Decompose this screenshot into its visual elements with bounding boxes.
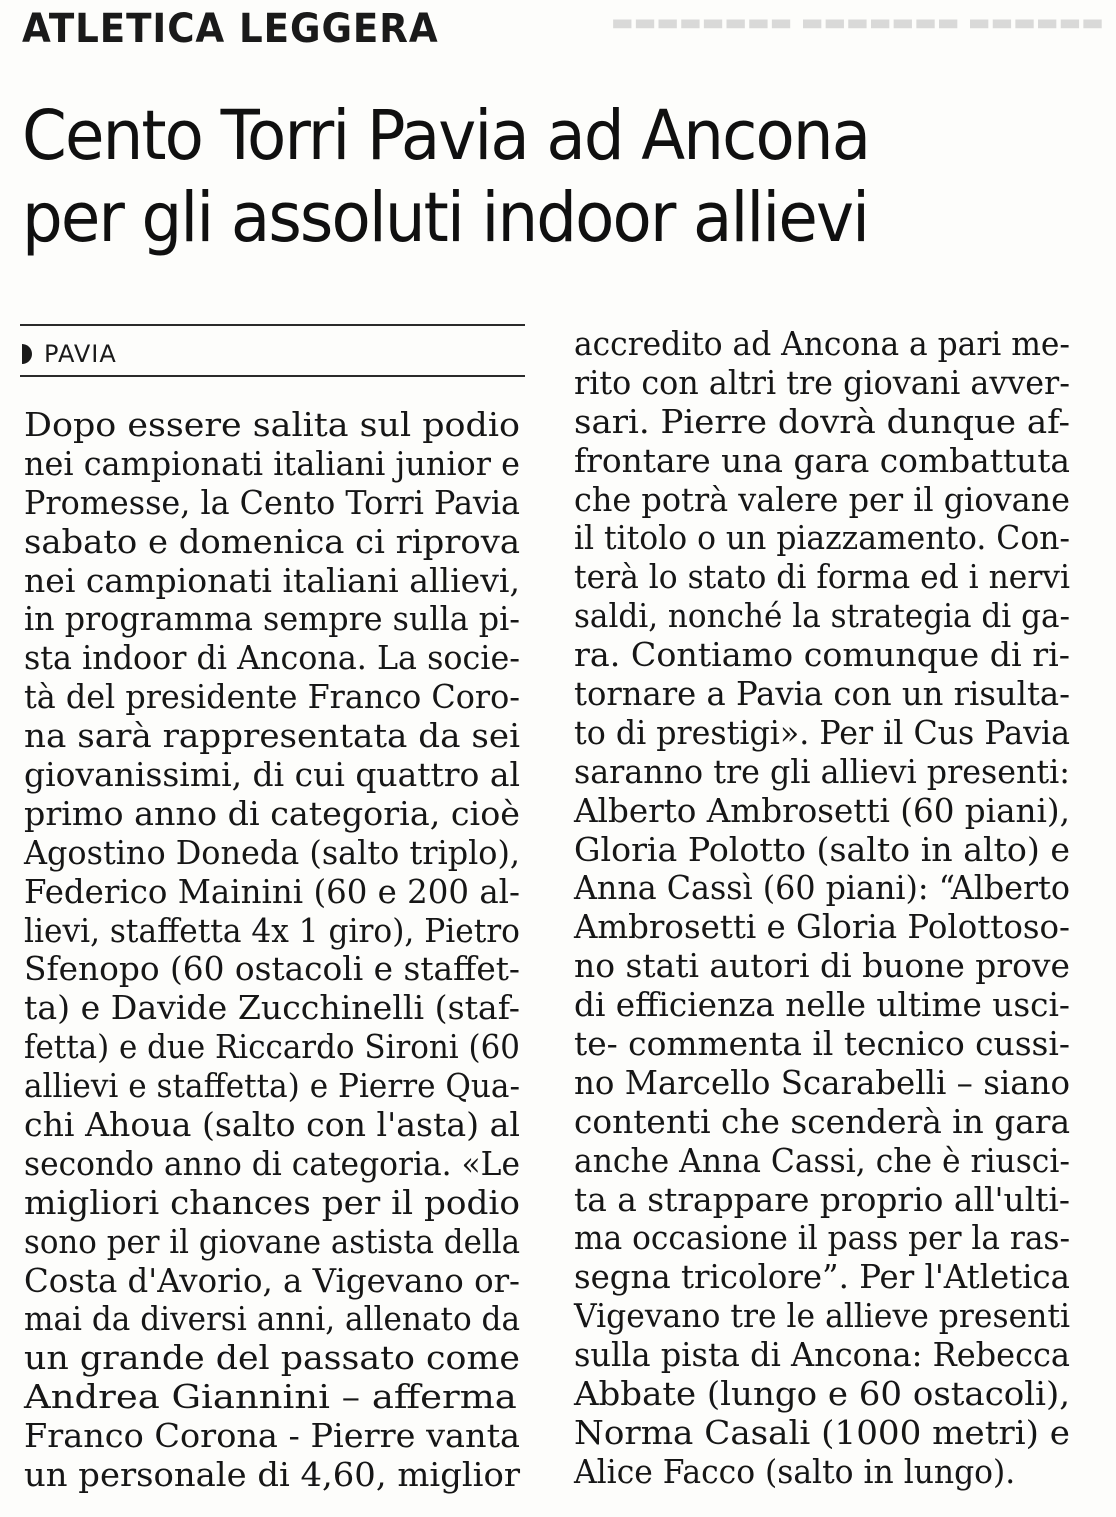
left-column-line: nei campionati italiani junior e (24, 443, 520, 483)
dateline-bullet-icon (22, 344, 32, 364)
left-column-line: ta) e Davide Zucchinelli (staf- (24, 988, 520, 1028)
right-column-line: che potrà valere per il giovane (574, 479, 1071, 519)
left-column-line: lievi, staffetta 4x 1 giro), Pietro (24, 910, 520, 950)
left-column-line: na sarà rappresentata da sei (24, 716, 520, 756)
right-column-line: segna tricolore”. Per l'Atletica (574, 1257, 1070, 1297)
right-column-line: anche Anna Cassi, che è riusci- (574, 1140, 1071, 1180)
left-column-line: Costa d'Avorio, a Vigevano or- (24, 1260, 521, 1300)
dateline (22, 338, 117, 370)
left-column-line: un grande del passato come (24, 1338, 521, 1378)
left-column-line: Sfenopo (60 ostacoli e staffet- (24, 949, 520, 989)
right-column-line: ma occasione il pass per la ras- (574, 1218, 1070, 1258)
right-column-line: Alice Facco (salto in lungo). (574, 1451, 1016, 1491)
right-column-line: saldi, nonché la strategia di ga- (574, 596, 1070, 636)
left-column-line: Franco Corona - Pierre vanta (24, 1416, 521, 1456)
right-column-line: Vigevano tre le allieve presenti (574, 1296, 1071, 1336)
right-column-line: contenti che scenderà in gara (574, 1101, 1071, 1141)
dateline-rule-bottom (20, 375, 525, 377)
right-column-line: to di prestigi». Per il Cus Pavia (574, 712, 1070, 752)
right-column-line: Gloria Polotto (salto in alto) e (574, 829, 1070, 869)
right-column-line: Alberto Ambrosetti (60 piani), (574, 790, 1071, 830)
section-title: ATLETICA LEGGERA (22, 6, 439, 52)
right-column-line: no Marcello Scarabelli – siano (574, 1062, 1070, 1102)
headline (22, 95, 952, 259)
right-column-line: no stati autori di buone prove (574, 946, 1071, 986)
left-column-line: nei campionati italiani allievi, (24, 560, 520, 600)
right-column-line: Ambrosetti e Gloria Polottoso- (574, 907, 1070, 947)
right-column-line: ra. Contiamo comunque di ri- (574, 635, 1070, 675)
right-column-line: accredito ad Ancona a pari me- (574, 324, 1070, 363)
dateline-text: PAVIA (44, 340, 117, 368)
right-column-line: te- commenta il tecnico cussi- (574, 1024, 1071, 1064)
right-column-line: Norma Casali (1000 metri) e (574, 1412, 1070, 1452)
article-column-right (574, 325, 1072, 1492)
right-column-line: di efficienza nelle ultime usci- (574, 985, 1070, 1025)
bleed-through-header: ▬▬▬▬▬▬ ▬▬▬▬▬▬▬ ▬▬▬▬▬▬▬▬ (611, 8, 1104, 36)
right-column-line: frontare una gara combattuta (574, 440, 1071, 480)
right-column-line: sari. Pierre dovrà dunque af- (574, 401, 1070, 441)
right-column-line: saranno tre gli allievi presenti: (574, 751, 1070, 791)
left-column-line: primo anno di categoria, cioè (24, 793, 520, 833)
left-column-line: in programma sempre sulla pi- (24, 599, 520, 639)
left-column-line: sono per il giovane astista della (24, 1221, 520, 1261)
dateline-rule-top (20, 324, 525, 326)
left-column-line: Promesse, la Cento Torri Pavia (24, 482, 521, 522)
left-column-line: chi Ahoua (salto con l'asta) al (24, 1105, 520, 1145)
left-column-line: Dopo essere salita sul podio (24, 405, 520, 444)
right-column-line: sulla pista di Ancona: Rebecca (574, 1335, 1071, 1375)
right-column-line: ta a strappare proprio all'ulti- (574, 1179, 1070, 1219)
headline-line-2: per gli assoluti indoor allievi (22, 178, 869, 258)
left-column-line: sta indoor di Ancona. La socie- (24, 638, 520, 678)
left-column-line: fetta) e due Riccardo Sironi (60 (24, 1027, 520, 1067)
right-column-line: rito con altri tre giovani avver- (574, 362, 1070, 402)
left-column-line: Federico Mainini (60 e 200 al- (24, 871, 521, 911)
left-column-line: allievi e staffetta) e Pierre Qua- (24, 1066, 521, 1106)
left-column-line: un personale di 4,60, miglior (24, 1455, 520, 1495)
right-column-line: il titolo o un piazzamento. Con- (574, 518, 1071, 558)
right-column-line: tornare a Pavia con un risulta- (574, 674, 1071, 714)
right-column-line: terà lo stato di forma ed i nervi (574, 557, 1071, 597)
article-column-left (24, 406, 524, 1495)
left-column-line: secondo anno di categoria. «Le (24, 1143, 520, 1183)
left-column-line: sabato e domenica ci riprova (24, 521, 520, 561)
left-column-line: Andrea Giannini – afferma (24, 1377, 517, 1417)
left-column-line: migliori chances per il podio (24, 1182, 520, 1222)
left-column-line: Agostino Doneda (salto triplo), (24, 832, 521, 872)
left-column-line: tà del presidente Franco Coro- (24, 677, 521, 717)
right-column-line: Abbate (lungo e 60 ostacoli), (574, 1374, 1071, 1414)
left-column-line: mai da diversi anni, allenato da (24, 1299, 521, 1339)
headline-line-1: Cento Torri Pavia ad Ancona (22, 96, 870, 176)
left-column-line: giovanissimi, di cui quattro al (24, 755, 521, 795)
right-column-line: Anna Cassì (60 piani): “Alberto (574, 868, 1070, 908)
